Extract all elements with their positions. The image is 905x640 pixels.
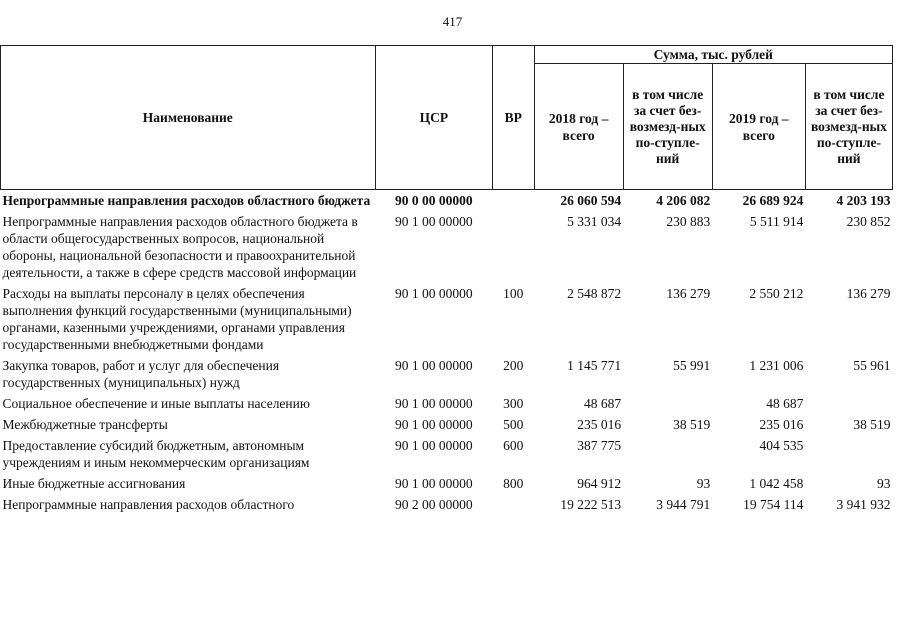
row-2019-gratuitous: 55 961 <box>853 358 891 373</box>
row-vr <box>493 190 535 212</box>
row-vr: 500 <box>503 417 524 432</box>
table-row <box>1 393 893 414</box>
row-csr: 90 2 00 00000 <box>395 497 473 512</box>
row-name: Предоставление субсидий бюджетным, автономным учреждениям и иным некоммерческим организациям <box>2 438 310 470</box>
row-csr: 90 1 00 00000 <box>395 214 473 229</box>
table-row <box>1 211 893 283</box>
row-csr: 90 1 00 00000 <box>395 417 473 432</box>
row-2018-gratuitous <box>623 393 712 414</box>
row-name: Непрограммные направления расходов областного <box>2 497 295 512</box>
table-row <box>1 414 893 435</box>
row-2018-gratuitous: 4 206 082 <box>656 193 711 208</box>
row-2019-gratuitous: 4 203 193 <box>836 193 891 208</box>
row-2019-gratuitous: 38 519 <box>853 417 891 432</box>
row-vr: 100 <box>503 286 524 301</box>
row-2018-gratuitous: 38 519 <box>673 417 711 432</box>
row-name: Непрограммные направления расходов областного бюджета в области общегосударственных вопросов, национальной обороны, национальной безопасности и правоохранительной деятельности, а также в сфере средств массовой информации <box>2 214 358 280</box>
row-2019-gratuitous: 230 852 <box>846 214 891 229</box>
row-csr: 90 1 00 00000 <box>395 358 473 373</box>
header-csr: ЦСР <box>375 46 492 190</box>
table-body <box>1 190 893 516</box>
row-2018-total: 235 016 <box>577 417 622 432</box>
row-2019-total: 1 042 458 <box>749 476 804 491</box>
row-2018-total: 26 060 594 <box>560 193 622 208</box>
row-vr <box>493 494 535 515</box>
table-row <box>1 473 893 494</box>
header-2019-gratuitous: в том числе за счет без-возмезд-ных по-ступле-ний <box>805 64 892 190</box>
row-vr: 800 <box>503 476 524 491</box>
row-2019-total: 235 016 <box>759 417 804 432</box>
row-2019-total: 26 689 924 <box>742 193 804 208</box>
row-name: Закупка товаров, работ и услуг для обеспечения государственных (муниципальных) нужд <box>2 358 280 390</box>
row-vr <box>493 211 535 283</box>
row-2018-total: 2 548 872 <box>567 286 622 301</box>
row-2018-gratuitous: 3 944 791 <box>656 497 711 512</box>
row-2018-total: 48 687 <box>584 396 622 411</box>
header-name: Наименование <box>1 46 376 190</box>
table-row <box>1 435 893 473</box>
row-2019-gratuitous: 93 <box>877 476 891 491</box>
row-2019-gratuitous: 136 279 <box>846 286 891 301</box>
row-2019-total: 2 550 212 <box>749 286 804 301</box>
row-csr: 90 0 00 00000 <box>395 193 473 208</box>
row-2018-gratuitous: 93 <box>696 476 711 491</box>
row-2019-total: 48 687 <box>766 396 804 411</box>
row-name: Расходы на выплаты персоналу в целях обеспечения выполнения функций государственными (муниципальными) органами, казенными учреждениями, органами управления государственными внебюджетными фондами <box>2 286 352 352</box>
table-row <box>1 494 893 515</box>
row-2019-total: 404 535 <box>759 438 804 453</box>
row-vr: 300 <box>503 396 524 411</box>
table-header <box>1 46 893 190</box>
row-2018-gratuitous: 55 991 <box>673 358 711 373</box>
header-vr: ВР <box>493 46 535 190</box>
row-2018-gratuitous: 230 883 <box>666 214 711 229</box>
row-2018-total: 19 222 513 <box>560 497 622 512</box>
header-2018-gratuitous: в том числе за счет без-возмезд-ных по-ступле-ний <box>623 64 712 190</box>
row-csr: 90 1 00 00000 <box>395 476 473 491</box>
row-name: Непрограммные направления расходов областного бюджета <box>2 193 371 208</box>
row-2018-gratuitous <box>623 435 712 473</box>
table-row <box>1 190 893 212</box>
page-number: 417 <box>442 14 463 29</box>
budget-table <box>0 45 893 515</box>
row-2018-total: 5 331 034 <box>567 214 622 229</box>
row-2019-gratuitous: 3 941 932 <box>836 497 891 512</box>
row-vr: 600 <box>503 438 524 453</box>
row-2019-gratuitous <box>805 435 892 473</box>
row-vr: 200 <box>503 358 524 373</box>
row-name: Межбюджетные трансферты <box>2 417 168 432</box>
row-2019-total: 19 754 114 <box>743 497 804 512</box>
row-csr: 90 1 00 00000 <box>395 438 473 453</box>
header-2018-total: 2018 год – всего <box>534 64 623 190</box>
header-2019-total: 2019 год – всего <box>712 64 805 190</box>
row-csr: 90 1 00 00000 <box>395 396 473 411</box>
table-row <box>1 355 893 393</box>
row-2019-total: 1 231 006 <box>749 358 804 373</box>
table-row <box>1 283 893 355</box>
row-2018-total: 964 912 <box>577 476 622 491</box>
row-csr: 90 1 00 00000 <box>395 286 473 301</box>
header-sum-group: Сумма, тыс. рублей <box>534 46 892 64</box>
row-2019-total: 5 511 914 <box>749 214 804 229</box>
row-2019-gratuitous <box>805 393 892 414</box>
row-2018-gratuitous: 136 279 <box>666 286 711 301</box>
row-name: Иные бюджетные ассигнования <box>2 476 186 491</box>
row-2018-total: 387 775 <box>577 438 622 453</box>
row-name: Социальное обеспечение и иные выплаты населению <box>2 396 310 411</box>
row-2018-total: 1 145 771 <box>567 358 622 373</box>
